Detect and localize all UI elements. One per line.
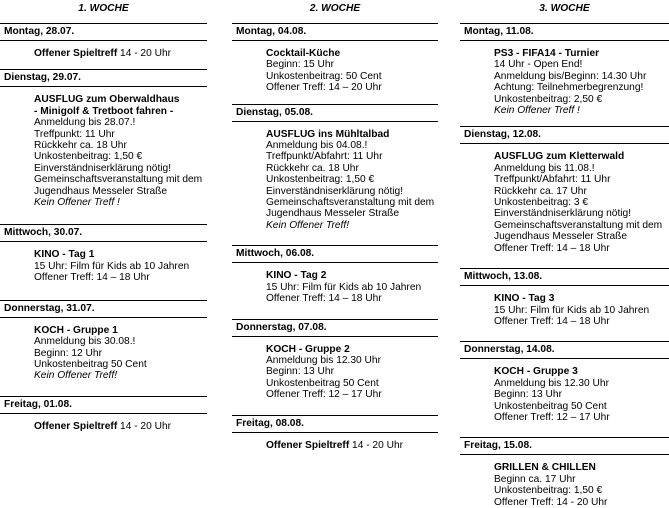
event-detail: Beginn ca. 17 Uhr: [494, 473, 576, 485]
event-title-bold: Offener Spieltreff: [266, 439, 350, 451]
event-time: 14 - 20 Uhr: [349, 439, 404, 451]
event-title: AUSFLUG zum Kletterwald: [494, 151, 625, 163]
event-time: 14 - 20 Uhr: [117, 48, 172, 59]
event-detail: Anmeldung bis 30.08.!: [34, 336, 136, 348]
event-title-bold: Offener Spieltreff: [34, 420, 118, 432]
day-entry: [232, 245, 438, 304]
event-detail: Einverständniserklärung nötig!: [266, 185, 404, 197]
event-detail: Jugendhaus Messeler Straße: [494, 231, 628, 243]
event-detail: Rückkehr ca. 18 Uhr: [266, 162, 359, 174]
event-detail: Einverständniserklärung nötig!: [494, 208, 632, 220]
event-note: Kein Offener Treff !: [494, 105, 580, 117]
event-details: [460, 462, 669, 508]
day-entry: [232, 23, 438, 94]
event-title: AUSFLUG ins Mühltalbad: [266, 128, 390, 140]
event-detail: 14 Uhr - Open End!: [494, 59, 583, 71]
day-entry: [0, 300, 207, 382]
event-title: KOCH - Gruppe 1: [34, 324, 118, 336]
event-title: KINO - Tag 3: [494, 293, 555, 305]
day-entry: [0, 224, 207, 283]
event-detail: Rückkehr ca. 18 Uhr: [34, 140, 127, 152]
event-detail: Beginn: 13 Uhr: [266, 366, 334, 378]
event-details: [460, 151, 669, 254]
event-title: - Minigolf & Tretboot fahren -: [34, 105, 174, 117]
day-header: Montag, 11.08.: [460, 23, 669, 41]
week-title: 1. WOCHE: [78, 3, 129, 14]
event-detail: Unkostenbeitrag 50 Cent: [34, 358, 147, 370]
day-header: Mittwoch, 30.07.: [0, 224, 207, 242]
event-detail: Offener Treff: 14 – 18 Uhr: [494, 315, 610, 327]
day-entry: [0, 23, 207, 59]
event-detail: Gemeinschaftsveranstaltung mit dem: [494, 219, 663, 231]
event-title: Cocktail-Küche: [266, 48, 341, 59]
event-detail: Gemeinschaftsveranstaltung mit dem: [34, 174, 203, 186]
event-title: PS3 - FIFA14 - Turnier: [494, 48, 600, 59]
event-title: KINO - Tag 1: [34, 249, 95, 261]
event-detail: Rückkehr ca. 17 Uhr: [494, 185, 587, 197]
day-header: Mittwoch, 13.08.: [460, 268, 669, 286]
week-column-1: [0, 0, 207, 432]
event-note: Kein Offener Treff !: [34, 197, 120, 209]
event-detail: Gemeinschaftsveranstaltung mit dem: [266, 197, 435, 209]
event-detail: 15 Uhr: Film für Kids ab 10 Jahren: [266, 281, 422, 293]
day-entry: [232, 104, 438, 232]
event-details: [460, 293, 669, 327]
event-note: Kein Offener Treff!: [34, 370, 118, 382]
week-column-3: [460, 0, 669, 508]
event-details: [0, 48, 207, 59]
event-details: [0, 94, 207, 208]
event-title-bold: Offener Spieltreff: [34, 48, 118, 59]
week-title: 3. WOCHE: [539, 3, 590, 14]
day-entry: [460, 437, 669, 508]
event-detail: Treffpunkt/Abfahrt: 11 Uhr: [266, 151, 383, 163]
day-header: Montag, 04.08.: [232, 23, 438, 41]
event-detail: Offener Treff: 14 – 18 Uhr: [34, 272, 150, 284]
event-detail: Einverständniserklärung nötig!: [34, 162, 172, 174]
event-title: [34, 48, 205, 59]
event-detail: Unkostenbeitrag 50 Cent: [494, 400, 607, 412]
day-header: Montag, 28.07.: [0, 23, 207, 41]
event-time: 14 - 20 Uhr: [117, 420, 172, 432]
day-entry: [460, 268, 669, 327]
week-title: 2. WOCHE: [309, 3, 361, 14]
event-detail: Unkostenbeitrag 50 Cent: [266, 377, 379, 389]
event-detail: Treffpunkt: 11 Uhr: [34, 128, 115, 140]
event-details: [460, 366, 669, 423]
day-entry: [232, 319, 438, 401]
day-header: Donnerstag, 14.08.: [460, 341, 669, 359]
event-detail: Achtung: Teilnehmerbegrenzung!: [494, 82, 644, 94]
event-detail: Anmeldung bis 11.08.!: [494, 162, 595, 174]
event-details: [0, 421, 207, 432]
event-details: [232, 129, 438, 232]
event-detail: Anmeldung bis 12.30 Uhr: [266, 354, 381, 366]
event-details: [232, 440, 438, 451]
day-entry: [460, 341, 669, 423]
event-details: [232, 48, 438, 94]
event-detail: 15 Uhr: Film für Kids ab 10 Jahren: [34, 260, 190, 272]
event-detail: Beginn: 12 Uhr: [34, 347, 102, 359]
day-header: Freitag, 01.08.: [0, 396, 207, 414]
event-details: [460, 48, 669, 116]
event-detail: 15 Uhr: Film für Kids ab 10 Jahren: [494, 304, 650, 316]
event-detail: Anmeldung bis 04.08.!: [266, 140, 368, 152]
event-detail: Offener Treff: 12 – 17 Uhr: [494, 411, 610, 423]
event-title: AUSFLUG zum Oberwaldhaus: [34, 94, 180, 106]
day-header: Dienstag, 29.07.: [0, 69, 207, 87]
day-entry: [460, 126, 669, 254]
day-header: Dienstag, 12.08.: [460, 126, 669, 144]
day-header: Freitag, 15.08.: [460, 437, 669, 455]
day-list: [0, 23, 207, 432]
event-detail: Anmeldung bis 12.30 Uhr: [494, 377, 609, 389]
event-detail: Jugendhaus Messeler Straße: [34, 185, 168, 197]
day-header: Donnerstag, 07.08.: [232, 319, 438, 337]
event-detail: Anmeldung bis/Beginn: 14.30 Uhr: [494, 70, 647, 82]
event-details: [232, 270, 438, 304]
day-entry: [0, 396, 207, 432]
day-entry: [460, 23, 669, 116]
day-header: Mittwoch, 06.08.: [232, 245, 438, 263]
day-header: Freitag, 08.08.: [232, 415, 438, 433]
event-detail: Offener Treff: 14 – 18 Uhr: [266, 293, 382, 305]
event-detail: Unkostenbeitrag: 50 Cent: [266, 70, 382, 82]
event-detail: Beginn: 15 Uhr: [266, 59, 334, 71]
event-detail: Unkostenbeitrag: 2,50 €: [494, 93, 603, 105]
event-detail: Unkostenbeitrag: 3 €: [494, 197, 589, 209]
event-detail: Unkostenbeitrag: 1,50 €: [494, 485, 603, 497]
event-detail: Jugendhaus Messeler Straße: [266, 208, 400, 220]
day-entry: [232, 415, 438, 451]
day-header: Dienstag, 05.08.: [232, 104, 438, 122]
event-detail: Beginn: 13 Uhr: [494, 389, 562, 401]
event-title: KINO - Tag 2: [266, 270, 327, 282]
event-detail: Offener Treff: 14 – 20 Uhr: [266, 82, 382, 94]
event-title: [34, 421, 205, 432]
day-list: [460, 23, 669, 508]
day-header: Donnerstag, 31.07.: [0, 300, 207, 318]
day-list: [232, 23, 438, 451]
event-title: KOCH - Gruppe 2: [266, 343, 350, 355]
event-title: KOCH - Gruppe 3: [494, 366, 578, 378]
event-detail: Unkostenbeitrag: 1,50 €: [34, 151, 143, 163]
event-details: [0, 249, 207, 283]
event-details: [232, 344, 438, 401]
week-column-2: [232, 0, 438, 451]
event-detail: Offener Treff: 14 – 18 Uhr: [494, 242, 610, 254]
event-title: [266, 440, 436, 451]
day-entry: [0, 69, 207, 208]
event-title: GRILLEN & CHILLEN: [494, 462, 596, 474]
event-detail: Anmeldung bis 28.07.!: [34, 117, 136, 129]
event-detail: Treffpunkt/Abfahrt: 11 Uhr: [494, 174, 611, 186]
event-detail: Offener Treff: 12 – 17 Uhr: [266, 389, 382, 401]
event-detail: Offener Treff: 14 - 20 Uhr: [494, 496, 608, 508]
event-detail: Unkostenbeitrag: 1,50 €: [266, 174, 375, 186]
event-details: [0, 325, 207, 382]
event-note: Kein Offener Treff!: [266, 219, 350, 231]
